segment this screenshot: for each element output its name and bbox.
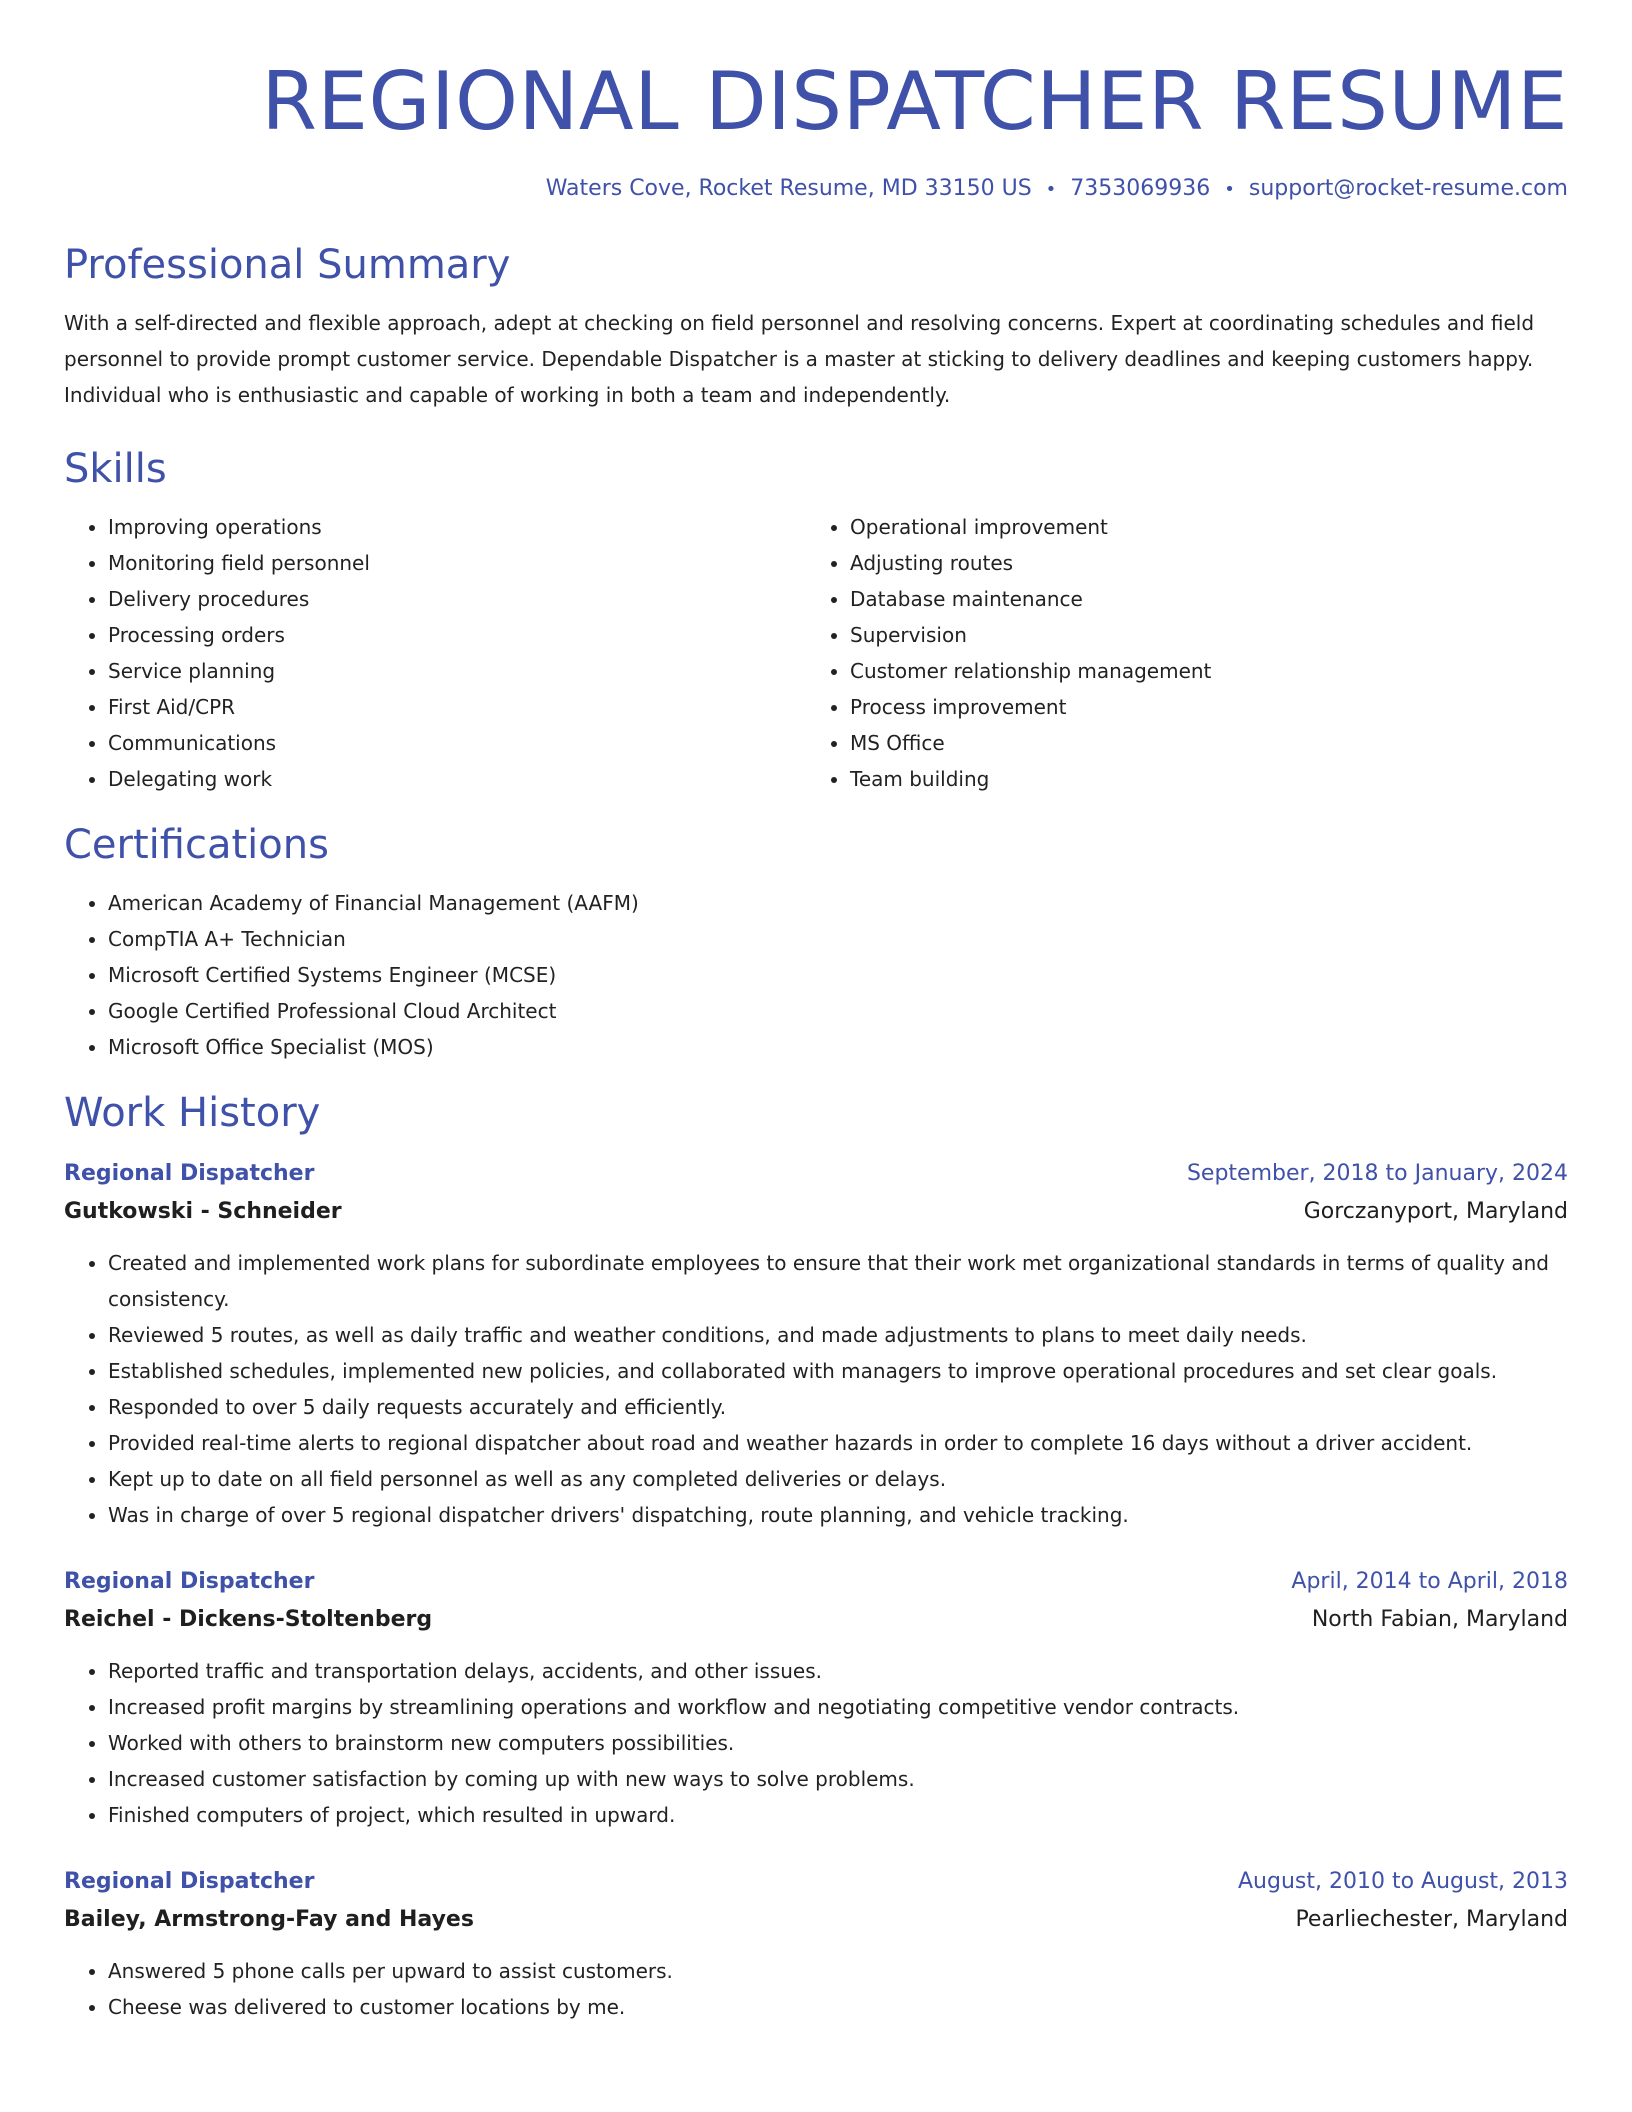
skill-item: • Operational improvement <box>850 509 1548 545</box>
skill-item: • Delivery procedures <box>108 581 806 617</box>
resume-title: REGIONAL DISPATCHER RESUME <box>261 55 1568 148</box>
skill-item: • Processing orders <box>108 617 806 653</box>
skill-item: • MS Office <box>850 725 1548 761</box>
job-dates: April, 2014 to April, 2018 <box>1291 1569 1568 1594</box>
skill-item: • Improving operations <box>108 509 806 545</box>
job-bullet: • Was in charge of over 5 regional dispatcher drivers' dispatching, route planning, and vehicle tracking. <box>108 1497 1568 1533</box>
job-role: Regional Dispatcher <box>64 1161 315 1186</box>
certifications-list <box>64 885 1568 1065</box>
job-company: Bailey, Armstrong-Fay and Hayes <box>64 1907 474 1932</box>
job-bullet: • Answered 5 phone calls per upward to assist customers. <box>108 1953 1568 1989</box>
job-bullet: • Finished computers of project, which resulted in upward. <box>108 1797 1568 1833</box>
job-entry <box>64 1563 1568 1833</box>
job-role: Regional Dispatcher <box>64 1869 315 1894</box>
contact-phone: 7353069936 <box>1070 176 1211 201</box>
certification-item: • American Academy of Financial Management (AAFM) <box>108 885 1568 921</box>
summary-text: With a self-directed and flexible approach, adept at checking on field personnel and resolving concerns. Expert at coordinating schedules and field personnel to provide prompt customer service. Dependable Dispatcher is a master at sticking to delivery deadlines and keeping customers happy. Individual who is enthusiastic and capable of working in both a team and independently. <box>64 311 1535 407</box>
skill-item: • Process improvement <box>850 689 1548 725</box>
job-header-row <box>64 1863 1568 1901</box>
skill-item: • First Aid/CPR <box>108 689 806 725</box>
skill-item: • Team building <box>850 761 1548 797</box>
job-bullet: • Cheese was delivered to customer locations by me. <box>108 1989 1568 2025</box>
skill-item: • Customer relationship management <box>850 653 1548 689</box>
job-dates: August, 2010 to August, 2013 <box>1238 1869 1568 1894</box>
skill-item: • Supervision <box>850 617 1548 653</box>
job-location: Gorczanyport, Maryland <box>1303 1199 1568 1224</box>
job-bullet: • Increased customer satisfaction by coming up with new ways to solve problems. <box>108 1761 1568 1797</box>
job-bullet: • Kept up to date on all field personnel as well as any completed deliveries or delays. <box>108 1461 1568 1497</box>
job-header-row <box>64 1155 1568 1193</box>
contact-address: Waters Cove, Rocket Resume, MD 33150 US <box>545 176 1032 201</box>
work-history-heading: Work History <box>64 1090 321 1136</box>
certification-item: • CompTIA A+ Technician <box>108 921 1568 957</box>
contact-separator: • <box>1045 179 1057 200</box>
job-bullet: • Provided real-time alerts to regional dispatcher about road and weather hazards in order to complete 16 days without a driver accident. <box>108 1425 1568 1461</box>
job-entry <box>64 1863 1568 2025</box>
certification-item: • Google Certified Professional Cloud Architect <box>108 993 1568 1029</box>
job-company: Reichel - Dickens-Stoltenberg <box>64 1607 433 1632</box>
skills-right-column <box>806 509 1548 797</box>
job-bullet: • Reviewed 5 routes, as well as daily traffic and weather conditions, and made adjustments to plans to meet daily needs. <box>108 1317 1568 1353</box>
job-bullet: • Established schedules, implemented new policies, and collaborated with managers to improve operational procedures and set clear goals. <box>108 1353 1568 1389</box>
skills-heading: Skills <box>64 446 167 492</box>
skill-item: • Delegating work <box>108 761 806 797</box>
skill-item: • Monitoring field personnel <box>108 545 806 581</box>
job-dates: September, 2018 to January, 2024 <box>1186 1161 1568 1186</box>
job-company-row <box>64 1601 1568 1639</box>
job-bullet: • Reported traffic and transportation delays, accidents, and other issues. <box>108 1653 1568 1689</box>
job-bullets <box>64 1953 1568 2025</box>
job-bullet: • Responded to over 5 daily requests accurately and efficiently. <box>108 1389 1568 1425</box>
contact-line <box>64 174 1568 205</box>
skill-item: • Service planning <box>108 653 806 689</box>
job-bullet: • Increased profit margins by streamlining operations and workflow and negotiating competitive vendor contracts. <box>108 1689 1568 1725</box>
job-company-row <box>64 1193 1568 1231</box>
job-role: Regional Dispatcher <box>64 1569 315 1594</box>
summary-heading: Professional Summary <box>64 242 511 288</box>
skill-item: • Database maintenance <box>850 581 1548 617</box>
contact-email: support@rocket-resume.com <box>1248 176 1568 201</box>
job-header-row <box>64 1563 1568 1601</box>
job-bullets <box>64 1245 1568 1533</box>
job-entry <box>64 1155 1568 1533</box>
skills-grid <box>64 509 1568 797</box>
job-location: Pearliechester, Maryland <box>1295 1907 1568 1932</box>
contact-separator: • <box>1224 179 1235 200</box>
job-company: Gutkowski - Schneider <box>64 1199 342 1224</box>
skill-item: • Communications <box>108 725 806 761</box>
job-location: North Fabian, Maryland <box>1311 1607 1568 1632</box>
certifications-heading: Certifications <box>64 822 329 868</box>
certification-item: • Microsoft Office Specialist (MOS) <box>108 1029 1568 1065</box>
job-bullet: • Worked with others to brainstorm new computers possibilities. <box>108 1725 1568 1761</box>
certification-item: • Microsoft Certified Systems Engineer (MCSE) <box>108 957 1568 993</box>
job-bullet: • Created and implemented work plans for subordinate employees to ensure that their work met organizational standards in terms of quality and consistency. <box>108 1245 1568 1317</box>
job-bullets <box>64 1653 1568 1833</box>
job-company-row <box>64 1901 1568 1939</box>
skill-item: • Adjusting routes <box>850 545 1548 581</box>
skills-left-column <box>64 509 806 797</box>
